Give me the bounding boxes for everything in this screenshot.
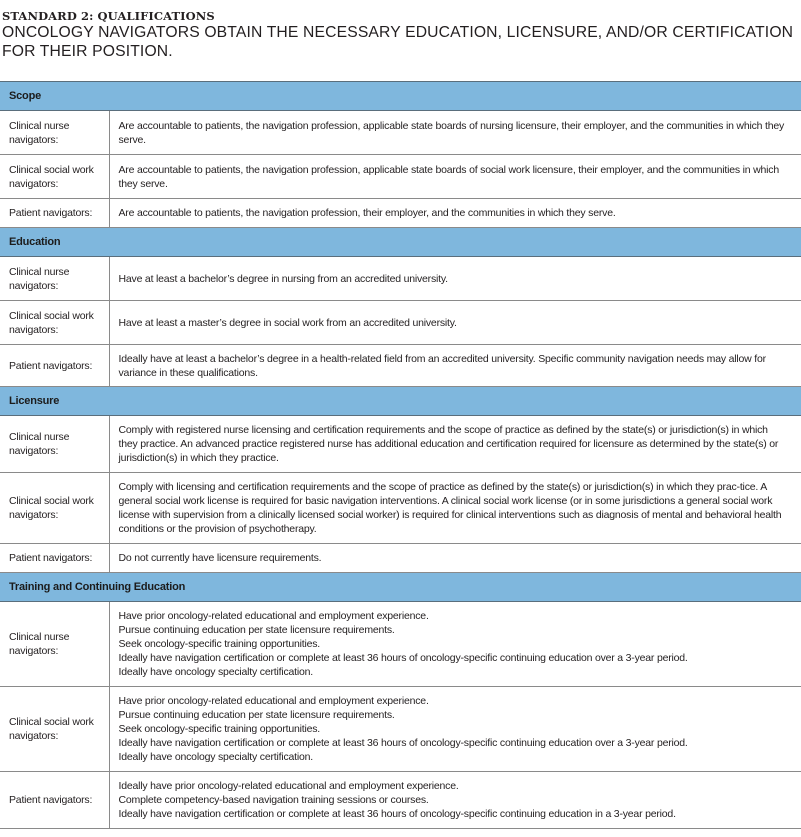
description-line: Ideally have at least a bachelor’s degree in a health-related field from an accredited university. Specific community navigation needs may allow for variance in these qualifications. xyxy=(118,352,766,379)
description-line: Do not currently have licensure requirements. xyxy=(118,552,322,564)
row-label: Clinical nurse navigators: xyxy=(0,602,109,687)
description-line: Ideally have oncology specialty certification. xyxy=(118,751,313,763)
row-label: Clinical nurse navigators: xyxy=(0,416,109,473)
description-line: Ideally have navigation certification or complete at least 36 hours of oncology-specific continuing education over a 3-year period. xyxy=(118,737,688,749)
row-label: Clinical nurse navigators: xyxy=(0,257,109,301)
row-label: Patient navigators: xyxy=(0,544,109,573)
row-description xyxy=(109,301,801,345)
description-line: Are accountable to patients, the navigation profession, applicable state boards of nursing licensure, their employer, and the communities in which they serve. xyxy=(118,119,785,146)
description-line: Are accountable to patients, the navigation profession, their employer, and the communities in which they serve. xyxy=(118,207,616,219)
table-row xyxy=(0,257,801,301)
description-line: Ideally have prior oncology-related educational and employment experience. xyxy=(118,780,459,792)
row-label: Patient navigators: xyxy=(0,772,109,829)
qualifications-table xyxy=(0,81,801,829)
table-row xyxy=(0,602,801,687)
row-label: Clinical social work navigators: xyxy=(0,301,109,345)
table-row xyxy=(0,155,801,199)
table-row xyxy=(0,111,801,155)
description-line: Have at least a master’s degree in social work from an accredited university. xyxy=(118,316,457,329)
row-label: Patient navigators: xyxy=(0,345,109,387)
row-label: Clinical social work navigators: xyxy=(0,687,109,772)
description-line: Ideally have oncology specialty certification. xyxy=(118,666,313,678)
description-line: Are accountable to patients, the navigation profession, applicable state boards of social work licensure, their employer, and the communities in which they serve. xyxy=(118,163,779,190)
row-description xyxy=(109,772,801,829)
table-row xyxy=(0,473,801,544)
description-line: Have prior oncology-related educational and employment experience. xyxy=(118,610,429,622)
table-row xyxy=(0,687,801,772)
section-title: Scope xyxy=(0,82,801,111)
description-line: Complete competency-based navigation training sessions or courses. xyxy=(118,794,429,806)
description-line: Ideally have navigation certification or complete at least 36 hours of oncology-specific continuing education in a 3-year period. xyxy=(118,808,676,820)
description-line: Comply with licensing and certification requirements and the scope of practice as defined by the state(s) or jurisdiction(s) in which they prac-tice. A general social work license is required for basic navigation interventions. A clinical social work license (or in some jurisdictions a general social work license with supervision from a clinically licensed social worker) is required for clinical interventions such as diagnosis of mental and behavioral health conditions or the provision of psychotherapy. xyxy=(118,481,782,535)
description-line: Pursue continuing education per state licensure requirements. xyxy=(118,624,395,636)
section-title: Licensure xyxy=(0,387,801,416)
row-description xyxy=(109,544,801,573)
description-line: Comply with registered nurse licensing and certification requirements and the scope of practice as defined by the state(s) or jurisdiction(s) in which they practice. An advanced practice registered nurse has additional education and certification required for licensure as determined by the state(s) or jurisdiction(s) in which they practice. xyxy=(118,424,779,464)
row-description xyxy=(109,345,801,387)
row-description xyxy=(109,257,801,301)
qualifications-table-body xyxy=(0,82,801,829)
table-row xyxy=(0,199,801,228)
description-line: Ideally have navigation certification or complete at least 36 hours of oncology-specific continuing education over a 3-year period. xyxy=(118,652,688,664)
row-label: Patient navigators: xyxy=(0,199,109,228)
row-description xyxy=(109,155,801,199)
table-row xyxy=(0,416,801,473)
section-header-scope xyxy=(0,82,801,111)
section-title: Training and Continuing Education xyxy=(0,573,801,602)
standard-kicker: STANDARD 2: QUALIFICATIONS xyxy=(2,9,215,23)
row-description xyxy=(109,473,801,544)
row-label: Clinical social work navigators: xyxy=(0,473,109,544)
row-label: Clinical nurse navigators: xyxy=(0,111,109,155)
row-description xyxy=(109,416,801,473)
section-header-licensure xyxy=(0,387,801,416)
description-line: Have at least a bachelor’s degree in nursing from an accredited university. xyxy=(118,272,448,285)
description-line: Pursue continuing education per state licensure requirements. xyxy=(118,709,395,721)
section-header-education xyxy=(0,228,801,257)
row-description xyxy=(109,687,801,772)
section-header-training-and-continuing-education xyxy=(0,573,801,602)
table-row xyxy=(0,544,801,573)
description-line: Have prior oncology-related educational and employment experience. xyxy=(118,695,429,707)
row-description xyxy=(109,111,801,155)
page-title: ONCOLOGY NAVIGATORS OBTAIN THE NECESSARY EDUCATION, LICENSURE, AND/OR CERTIFICATION FOR THEIR POSITION. xyxy=(2,24,794,60)
table-row xyxy=(0,301,801,345)
table-row xyxy=(0,772,801,829)
table-row xyxy=(0,345,801,387)
row-description xyxy=(109,199,801,228)
page-header xyxy=(2,9,799,61)
description-line: Seek oncology-specific training opportunities. xyxy=(118,638,321,650)
row-description xyxy=(109,602,801,687)
row-label: Clinical social work navigators: xyxy=(0,155,109,199)
section-title: Education xyxy=(0,228,801,257)
description-line: Seek oncology-specific training opportunities. xyxy=(118,723,321,735)
